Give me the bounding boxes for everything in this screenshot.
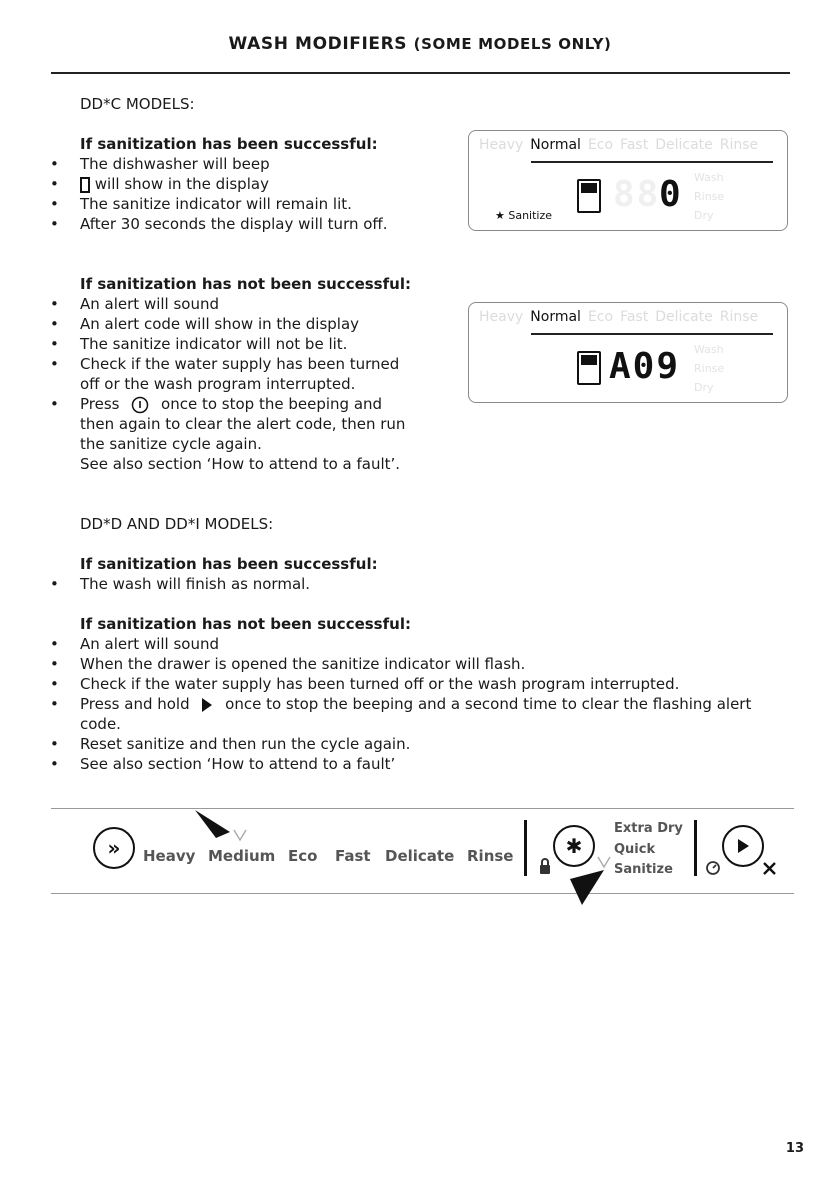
bullet: • — [50, 195, 59, 213]
bullet: • — [50, 655, 59, 673]
options-button[interactable]: ✱ — [553, 825, 595, 867]
ghost-digits: 88 — [613, 174, 661, 215]
pointer-arrow-medium-icon — [192, 808, 262, 848]
program-label: Eco — [587, 309, 614, 325]
ddc-fail-heading: If sanitization has not been successful: — [80, 275, 411, 293]
list-item-continued: See also section ‘How to attend to a fault’. — [80, 455, 401, 473]
display-code: 0 — [659, 174, 683, 215]
water-tank-icon — [577, 351, 601, 385]
header-rule — [51, 72, 790, 74]
list-item: After 30 seconds the display will turn off. — [80, 215, 388, 233]
strip-program: Fast — [335, 847, 371, 865]
strip-program-selected: Medium — [208, 847, 276, 865]
play-icon — [736, 838, 750, 854]
program-row — [479, 309, 765, 325]
bullet: • — [50, 175, 59, 193]
list-item: Check if the water supply has been turned off or the wash program interrupted. — [80, 675, 680, 693]
list-item — [80, 174, 269, 194]
strip-program: Delicate — [385, 847, 455, 865]
option-label-sanitize: Sanitize — [614, 862, 673, 877]
strip-bottom-rule — [51, 893, 794, 894]
side-label: Wash — [694, 343, 724, 356]
bullet: • — [50, 395, 59, 413]
strip-program: Eco — [288, 847, 318, 865]
strip-top-rule — [51, 808, 794, 809]
list-item-text: once to stop the beeping and a second time to clear the flashing alert — [225, 695, 752, 713]
list-item: The wash will finish as normal. — [80, 575, 311, 593]
start-button[interactable] — [722, 825, 764, 867]
list-item: An alert code will show in the display — [80, 315, 360, 333]
program-label-active: Normal — [530, 309, 581, 325]
list-item-continued: then again to clear the alert code, then run — [80, 415, 406, 433]
list-item-continued: code. — [80, 715, 121, 733]
page-title-sub: (SOME MODELS ONLY) — [413, 35, 612, 53]
program-label-active: Normal — [530, 137, 581, 153]
section-heading-ddc: DD*C MODELS: — [80, 95, 195, 113]
list-item: Reset sanitize and then run the cycle again. — [80, 735, 411, 753]
list-item: An alert will sound — [80, 295, 220, 313]
strip-program: Heavy — [143, 847, 196, 865]
panel-divider — [531, 333, 773, 335]
bullet: • — [50, 315, 59, 333]
pointer-arrow-sanitize-icon — [568, 855, 616, 907]
strip-program: Rinse — [467, 847, 514, 865]
program-label: Delicate — [655, 309, 713, 325]
side-label: Dry — [694, 381, 714, 394]
ddd-fail-heading: If sanitization has not been successful: — [80, 615, 411, 633]
bullet: • — [50, 755, 59, 773]
list-item-text: once to stop the beeping and — [161, 395, 383, 413]
list-item-text: Press — [80, 395, 120, 413]
option-label: Extra Dry — [614, 821, 683, 836]
bullet: • — [50, 575, 59, 593]
list-item: An alert will sound — [80, 635, 220, 653]
list-item: See also section ‘How to attend to a fault’ — [80, 755, 396, 773]
program-label: Heavy — [479, 309, 524, 325]
bullet: • — [50, 155, 59, 173]
close-icon[interactable] — [763, 862, 776, 875]
page-title-main: WASH MODIFIERS — [228, 34, 408, 54]
list-item — [80, 394, 382, 414]
water-tank-icon — [577, 179, 601, 213]
bullet: • — [50, 355, 59, 373]
play-icon — [200, 697, 214, 713]
program-label: Fast — [620, 137, 649, 153]
side-label: Wash — [694, 171, 724, 184]
bullet: • — [50, 215, 59, 233]
delay-timer-icon — [705, 860, 721, 876]
list-item-continued: off or the wash program interrupted. — [80, 375, 356, 393]
program-label: Rinse — [719, 137, 759, 153]
program-label: Delicate — [655, 137, 713, 153]
display-code: A09 — [609, 346, 681, 387]
display-panel-success — [468, 130, 788, 231]
list-item-text: will show in the display — [94, 175, 269, 193]
strip-divider — [694, 820, 697, 876]
program-row — [479, 137, 765, 153]
program-label: Heavy — [479, 137, 524, 153]
list-item: Check if the water supply has been turned — [80, 355, 400, 373]
list-item-text: Press and hold — [80, 695, 190, 713]
section-heading-ddd: DD*D AND DD*I MODELS: — [80, 515, 274, 533]
ddc-success-heading: If sanitization has been successful: — [80, 135, 378, 153]
side-label: Dry — [694, 209, 714, 222]
list-item — [80, 694, 751, 714]
side-label: Rinse — [694, 362, 725, 375]
page-title — [0, 34, 840, 54]
bullet: • — [50, 635, 59, 653]
side-label: Rinse — [694, 190, 725, 203]
bullet: • — [50, 335, 59, 353]
list-item: The dishwasher will beep — [80, 155, 270, 173]
program-label: Eco — [587, 137, 614, 153]
program-select-button[interactable]: » — [93, 827, 135, 869]
power-icon — [130, 396, 150, 414]
page-number: 13 — [785, 1141, 804, 1156]
list-item: When the drawer is opened the sanitize indicator will flash. — [80, 655, 526, 673]
panel-divider — [531, 161, 773, 163]
list-item-continued: the sanitize cycle again. — [80, 435, 262, 453]
program-label: Rinse — [719, 309, 759, 325]
list-item: The sanitize indicator will not be lit. — [80, 335, 348, 353]
sanitize-indicator: ★ Sanitize — [495, 209, 553, 222]
bullet: • — [50, 735, 59, 753]
bullet: • — [50, 695, 59, 713]
strip-divider — [524, 820, 527, 876]
program-label: Fast — [620, 309, 649, 325]
display-panel-fail — [468, 302, 788, 403]
bullet: • — [50, 675, 59, 693]
ddd-success-heading: If sanitization has been successful: — [80, 555, 378, 573]
bullet: • — [50, 295, 59, 313]
option-label: Quick — [614, 842, 656, 857]
list-item: The sanitize indicator will remain lit. — [80, 195, 352, 213]
zero-digit-icon — [80, 177, 90, 193]
lock-icon — [539, 857, 551, 875]
